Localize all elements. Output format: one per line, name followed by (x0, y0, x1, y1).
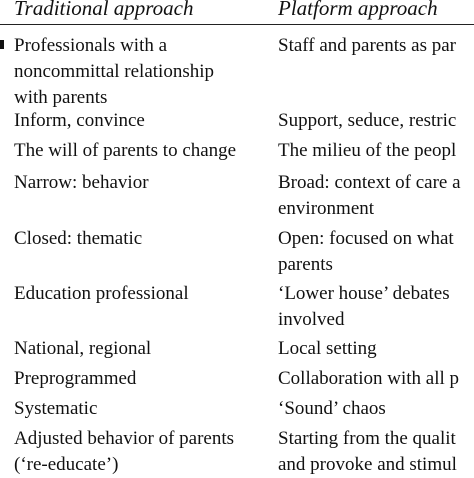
cell-line: and provoke and stimul (278, 454, 457, 475)
cell-traditional-row-10 (14, 426, 234, 478)
cell-traditional-row-1 (14, 33, 214, 111)
cell-line: (‘re-educate’) (14, 454, 119, 475)
cell-line: Education professional (14, 283, 189, 304)
cell-traditional-row-3 (14, 138, 236, 164)
cell-line: parents (278, 254, 333, 275)
cell-traditional-row-8 (14, 366, 136, 392)
header-platform: Platform approach (278, 0, 438, 20)
cell-line: The milieu of the peopl (278, 140, 457, 161)
cell-line: Starting from the qualit (278, 428, 456, 449)
cell-traditional-row-4 (14, 170, 149, 196)
cell-line: Preprogrammed (14, 368, 137, 389)
cell-traditional-row-9 (14, 396, 97, 422)
cell-traditional-row-5 (14, 226, 142, 252)
cell-line: ‘Lower house’ debates (278, 283, 450, 304)
cell-traditional-row-2 (14, 108, 145, 134)
cell-line: Local setting (278, 338, 377, 359)
cell-line: Collaboration with all p (278, 368, 460, 389)
table-header (0, 0, 474, 22)
cell-platform-row-6 (278, 281, 450, 333)
cell-line: Broad: context of care a (278, 172, 461, 193)
cell-platform-row-1 (278, 33, 456, 59)
cell-platform-row-7 (278, 336, 377, 362)
header-rule (0, 24, 474, 25)
cell-line: Professionals with a (14, 35, 168, 56)
cell-line: involved (278, 309, 345, 330)
cell-platform-row-2 (278, 108, 456, 134)
cell-line: Support, seduce, restric (278, 110, 457, 131)
row-marker (0, 40, 4, 49)
cell-platform-row-4 (278, 170, 461, 222)
cell-platform-row-5 (278, 226, 454, 278)
cell-traditional-row-6 (14, 281, 189, 307)
header-traditional: Traditional approach (14, 0, 194, 20)
cell-line: environment (278, 198, 375, 219)
cell-platform-row-3 (278, 138, 456, 164)
cell-line: Closed: thematic (14, 228, 143, 249)
cell-traditional-row-7 (14, 336, 151, 362)
cell-platform-row-8 (278, 366, 459, 392)
cell-platform-row-9 (278, 396, 386, 422)
cell-line: The will of parents to change (14, 140, 237, 161)
cell-line: Systematic (14, 398, 98, 419)
cell-line: noncommittal relationship (14, 61, 214, 82)
cell-platform-row-10 (278, 426, 457, 478)
cell-line: National, regional (14, 338, 152, 359)
cell-line: Open: focused on what (278, 228, 454, 249)
cell-line: with parents (14, 87, 108, 108)
cell-line: Inform, convince (14, 110, 145, 131)
cell-line: Narrow: behavior (14, 172, 149, 193)
cell-line: Staff and parents as par (278, 35, 456, 56)
cell-line: Adjusted behavior of parents (14, 428, 235, 449)
cell-line: ‘Sound’ chaos (278, 398, 386, 419)
